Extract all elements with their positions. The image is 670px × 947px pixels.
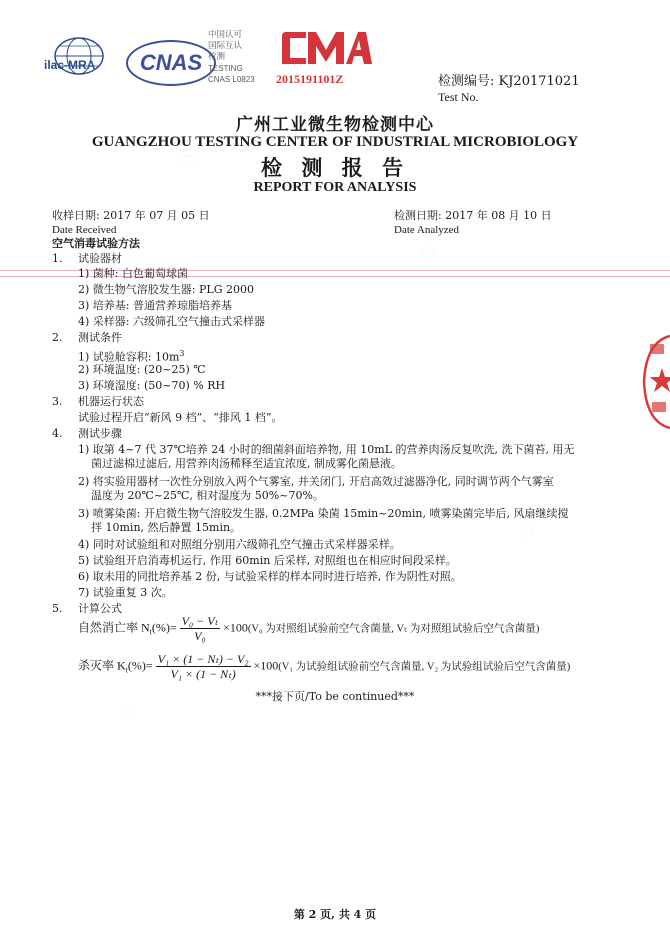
step-line: 1) 取第 4~7 代 37℃培养 24 小时的细菌斜面培养物, 用 10mL 的营养肉汤反复吹洗, 洗下菌苔, 用无 — [78, 443, 575, 456]
section-text: 试验过程开启“新风 9 档”、“排风 1 档”。 — [78, 411, 283, 424]
formula-label: 杀灭率 K — [78, 658, 126, 673]
section-number: 2. — [52, 331, 63, 344]
method-title: 空气消毒试验方法 — [52, 237, 140, 250]
formula-label: (%)= — [127, 658, 153, 673]
formula-subscript: t — [149, 627, 152, 637]
cnas-logo-text: CNAS — [139, 50, 203, 75]
step-item — [78, 443, 638, 471]
watermark: ◌ — [516, 517, 538, 542]
center-name-cn: 广州工业微生物检测中心 — [236, 115, 434, 135]
formula-fraction — [180, 614, 220, 643]
seal-stamp-icon — [640, 332, 670, 432]
formula-numerator: V₁ × (1 − Nₜ) − V₂ — [157, 652, 249, 666]
continued-note: ***接下页/To be continued*** — [255, 690, 415, 703]
center-name-en: GUANGZHOU TESTING CENTER OF INDUSTRIAL MICROBIOLOGY — [91, 134, 579, 150]
section-title: 试验器材 — [78, 252, 122, 265]
date-received-en: Date Received — [52, 224, 117, 236]
formula-multiplier: ×100 — [223, 620, 248, 635]
formula-subscript: t — [125, 665, 128, 675]
formula-note: (V₁ 为试验组试验前空气含菌量, V₂ 为试验组试验后空气含菌量) — [278, 661, 571, 673]
watermark: ◌ — [416, 237, 438, 262]
list-item: 2) 环境温度: (20~25) ℃ — [78, 363, 206, 376]
step-line: 2) 将实验用器材一次性分别放入两个气雾室, 并关闭门, 开启高效过滤器净化, 同时调节两个气雾室 — [78, 475, 554, 488]
formula-denominator: V₀ — [194, 629, 206, 643]
report-title-cn: 检 测 报 告 — [261, 155, 409, 180]
date-analyzed-cn: 检测日期: 2017 年 08 月 10 日 — [394, 209, 552, 222]
section-title: 测试步骤 — [78, 427, 122, 440]
ilac-logo-text: ilac-MRA — [44, 58, 96, 72]
formula-kill-rate — [78, 652, 648, 681]
date-received — [52, 209, 210, 237]
cnas-caption-line: TESTING — [208, 64, 243, 73]
date-received-cn: 收样日期: 2017 年 07 月 05 日 — [52, 209, 210, 222]
formula-note: (V₀ 为对照组试验前空气含菌量, Vₜ 为对照组试验后空气含菌量) — [247, 623, 540, 635]
cnas-caption-line: CNAS L0823 — [208, 75, 255, 84]
step-item: 4) 同时对试验组和对照组分别用六级筛孔空气撞击式采样器采样。 — [78, 538, 401, 551]
step-item: 5) 试验组开启消毒机运行, 作用 60min 后采样, 对照组也在相应时间段采样。 — [78, 554, 457, 567]
section-title: 机器运行状态 — [78, 395, 144, 408]
list-item: 3) 环境湿度: (50~70) % RH — [78, 379, 226, 392]
report-title-en: REPORT FOR ANALYSIS — [253, 180, 417, 195]
step-item — [78, 507, 638, 535]
step-item: 6) 取未用的同批培养基 2 份, 与试验采样的样本同时进行培养, 作为阴性对照。 — [78, 570, 462, 583]
step-line: 拌 10min, 然后静置 15min。 — [91, 521, 242, 534]
page-footer: 第 2 页, 共 4 页 — [293, 908, 377, 921]
section-number: 5. — [52, 602, 63, 615]
cnas-caption-line: 检测 — [208, 52, 226, 62]
step-line: 菌过滤棉过滤后, 用营养肉汤稀释至适宜浓度, 制成雾化菌悬液。 — [91, 457, 402, 470]
formula-label: (%)= — [151, 620, 177, 635]
date-analyzed-en: Date Analyzed — [394, 224, 460, 236]
list-item — [78, 347, 185, 365]
step-item — [78, 475, 638, 503]
date-analyzed — [394, 209, 552, 237]
test-number-label-en: Test No. — [438, 90, 479, 104]
list-item: 1) 菌种: 白色葡萄球菌 — [78, 267, 188, 280]
section-title: 测试条件 — [78, 331, 122, 344]
step-line: 温度为 20℃~25℃, 相对湿度为 50%~70%。 — [91, 489, 324, 502]
formula-multiplier: ×100 — [253, 658, 279, 673]
step-item: 7) 试验重复 3 次。 — [78, 586, 173, 599]
superscript: 3 — [179, 349, 185, 358]
section-title: 计算公式 — [78, 602, 122, 615]
cnas-caption-line: 国际互认 — [208, 41, 243, 51]
list-item: 2) 微生物气溶胶发生器: PLG 2000 — [78, 283, 254, 296]
cma-logo — [278, 28, 374, 68]
formula-fraction — [156, 652, 251, 681]
test-number: 检测编号: KJ20171021 — [438, 74, 580, 89]
section-number: 1. — [52, 252, 63, 265]
watermark: ◌ — [176, 147, 198, 172]
list-item: 3) 培养基: 普通营养琼脂培养基 — [78, 299, 232, 312]
formula-natural-decay — [78, 614, 648, 643]
watermark: ◌ — [116, 697, 138, 722]
step-line: 3) 喷雾染菌: 开启微生物气溶胶发生器, 0.2MPa 染菌 15min~20min, 喷雾染菌完毕后, 风扇继续搅 — [78, 507, 569, 520]
cma-number: 2015191101Z — [276, 72, 344, 86]
cnas-caption — [208, 30, 278, 85]
list-item-text: 1) 试验舱容积: 10m — [78, 350, 180, 364]
cnas-logo — [126, 40, 216, 86]
section-number: 4. — [52, 427, 63, 440]
formula-label: 自然消亡率 N — [78, 620, 150, 635]
cnas-caption-line: 中国认可 — [208, 30, 243, 40]
formula-denominator: V₁ × (1 − Nₜ) — [170, 667, 236, 681]
list-item: 4) 采样器: 六级筛孔空气撞击式采样器 — [78, 315, 265, 328]
section-number: 3. — [52, 395, 63, 408]
formula-numerator: V₀ − Vₜ — [181, 614, 219, 628]
